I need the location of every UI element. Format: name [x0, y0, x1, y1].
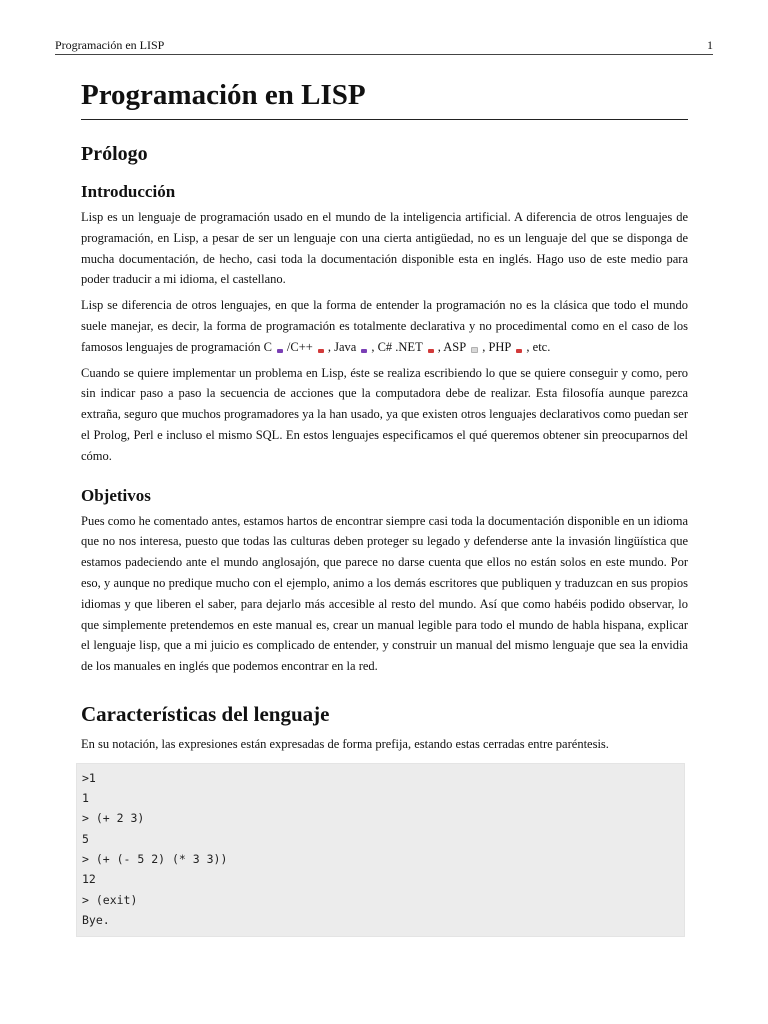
code-line: Bye.: [82, 912, 110, 927]
document-body: [81, 72, 688, 937]
link-icon-java: [361, 349, 367, 353]
intro-paragraph-1: Lisp es un lenguaje de programación usado en el mundo de la inteligencia artificial. A diferencia de otros lenguajes de programación, en Lisp, a pesar de ser un lenguaje con una cierta antigüedad, no es un lenguaje del que se disponga de mucha documentación, de hecho, casi toda la documentación disponible esta en inglés. Hago uso de este medio para poder traducir a mi idioma, el castellano.: [81, 210, 688, 287]
intro-paragraph-3: Cuando se quiere implementar un problema en Lisp, éste se realiza escribiendo lo que se quiere conseguir y como, pero sin indicar paso a paso la secuencia de acciones que la computadora debe de realizar. Esta filosofía aunque parezca extraña, seguro que muchos programadores ya la han usado, ya que existen otros lenguajes declarativos como puedan ser el Prolog, Perl e incluso el mismo SQL. En estos lenguajes especificamos el qué queremos obtener sin preocuparnos del cómo.: [81, 365, 688, 463]
page-number: 1: [707, 38, 713, 52]
code-line: >1: [82, 770, 96, 785]
caracteristicas-intro: En su notación, las expresiones están expresadas de forma prefija, estando estas cerradas entre paréntesis.: [81, 736, 609, 751]
link-icon-asp: [471, 347, 478, 353]
heading-caracteristicas: Características del lenguaje: [81, 701, 330, 726]
link-icon-cpp: [318, 349, 324, 353]
running-header-title: Programación en LISP: [55, 38, 165, 52]
code-line: 12: [82, 872, 96, 887]
code-line: > (+ 2 3): [82, 811, 145, 826]
link-asp[interactable]: , ASP: [437, 339, 467, 354]
link-csharp[interactable]: , C# .NET: [371, 339, 423, 354]
link-php[interactable]: , PHP: [482, 339, 512, 354]
link-icon-php: [516, 349, 522, 353]
code-block: [76, 763, 685, 937]
code-line: > (exit): [82, 892, 138, 907]
heading-objetivos: Objetivos: [81, 485, 151, 505]
code-line: > (+ (- 5 2) (* 3 3)): [82, 851, 228, 866]
link-icon-c: [277, 349, 283, 353]
intro-paragraph-2-text: Lisp se diferencia de otros lenguajes, en que la forma de entender la programación no es la clásica que todo el mundo suele manejar, es decir, la forma de programación es totalmente declarativa y no procedimental como en el caso de los famosos lenguajes de programación C: [81, 298, 688, 354]
intro-paragraph-2: [81, 295, 688, 357]
code-line: 5: [82, 831, 89, 846]
link-cpp[interactable]: /C++: [286, 339, 313, 354]
text-etc: , etc.: [526, 339, 551, 354]
link-java[interactable]: , Java: [327, 339, 357, 354]
objetivos-paragraph: Pues como he comentado antes, estamos hartos de encontrar siempre casi toda la documentación disponible en un idioma que no nos interesa, puesto que todas las culturas deben proteger su legado y defenderse ante la invasión lingüística que estamos padeciendo ante el mundo anglosajón, que parece no darse cuenta que ellos no están solos en este mundo. Por eso, y aunque no predique mucho con el ejemplo, animo a los demás escritores que publiquen y traduzcan en sus propios idiomas y que liberen el saber, para dejarlo más accesible al resto del mundo. Así que como habéis podido observar, lo que simplemente pretendemos en este manual es, crear un manual legible para todo el mundo de habla hispana, explicar el lenguaje lisp, que a mi juicio es complicado de entender, y construir un manual del mismo lenguaje que sea la envidia de los manuales en inglés que podemos encontrar en la red.: [81, 513, 688, 674]
running-header: [55, 38, 713, 55]
code-line: 1: [82, 791, 89, 806]
heading-introduccion: Introducción: [81, 182, 176, 201]
document-title: Programación en LISP: [81, 78, 688, 120]
heading-prologo: Prólogo: [81, 143, 148, 165]
link-icon-csharp: [428, 349, 434, 353]
